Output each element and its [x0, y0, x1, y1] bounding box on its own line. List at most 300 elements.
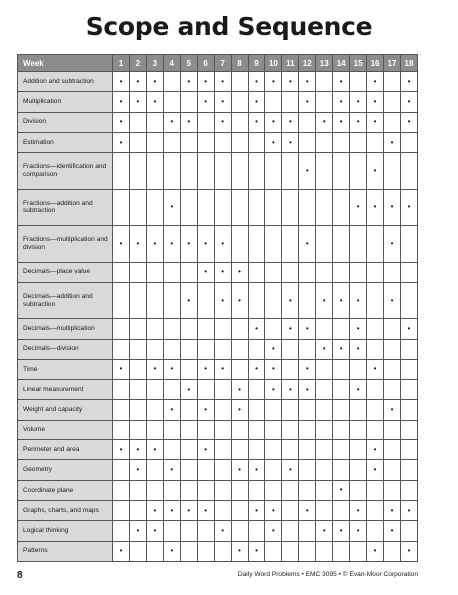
empty-cell — [367, 480, 384, 500]
empty-cell — [299, 189, 316, 225]
empty-cell — [248, 440, 265, 460]
bullet-mark: • — [384, 400, 401, 420]
bullet-mark: • — [333, 92, 350, 112]
bullet-mark: • — [180, 226, 197, 262]
empty-cell — [299, 480, 316, 500]
table-row — [18, 480, 418, 500]
topic-label: Fractions—identification and comparison — [18, 153, 113, 189]
empty-cell — [197, 339, 214, 359]
empty-cell — [113, 339, 130, 359]
bullet-mark: • — [180, 500, 197, 520]
bullet-mark: • — [350, 282, 367, 318]
week-number: 13 — [316, 55, 333, 72]
empty-cell — [400, 282, 417, 318]
empty-cell — [282, 226, 299, 262]
bullet-mark: • — [299, 72, 316, 92]
bullet-mark: • — [333, 72, 350, 92]
table-row — [18, 521, 418, 541]
empty-cell — [333, 500, 350, 520]
empty-cell — [350, 460, 367, 480]
topic-label: Decimals—place value — [18, 262, 113, 282]
table-row — [18, 460, 418, 480]
empty-cell — [146, 189, 163, 225]
empty-cell — [400, 460, 417, 480]
empty-cell — [265, 480, 282, 500]
bullet-mark: • — [146, 440, 163, 460]
bullet-mark: • — [350, 339, 367, 359]
bullet-mark: • — [231, 282, 248, 318]
bullet-mark: • — [350, 380, 367, 400]
bullet-mark: • — [367, 72, 384, 92]
empty-cell — [333, 460, 350, 480]
bullet-mark: • — [113, 226, 130, 262]
empty-cell — [163, 339, 180, 359]
empty-cell — [214, 400, 231, 420]
week-number: 4 — [163, 55, 180, 72]
bullet-mark: • — [146, 500, 163, 520]
week-number: 6 — [197, 55, 214, 72]
empty-cell — [333, 440, 350, 460]
empty-cell — [400, 521, 417, 541]
empty-cell — [113, 460, 130, 480]
empty-cell — [367, 521, 384, 541]
empty-cell — [282, 359, 299, 379]
empty-cell — [214, 380, 231, 400]
table-row — [18, 380, 418, 400]
bullet-mark: • — [113, 541, 130, 561]
bullet-mark: • — [333, 521, 350, 541]
empty-cell — [367, 400, 384, 420]
empty-cell — [299, 541, 316, 561]
empty-cell — [248, 153, 265, 189]
empty-cell — [146, 400, 163, 420]
bullet-mark: • — [163, 189, 180, 225]
empty-cell — [400, 226, 417, 262]
header-row — [18, 55, 418, 72]
topic-label: Linear measurement — [18, 380, 113, 400]
table-row — [18, 72, 418, 92]
empty-cell — [231, 359, 248, 379]
empty-cell — [265, 262, 282, 282]
empty-cell — [113, 380, 130, 400]
bullet-mark: • — [282, 460, 299, 480]
bullet-mark: • — [163, 541, 180, 561]
empty-cell — [129, 480, 146, 500]
empty-cell — [367, 339, 384, 359]
bullet-mark: • — [350, 112, 367, 132]
table-row — [18, 112, 418, 132]
topic-label: Decimals—multiplication — [18, 319, 113, 339]
empty-cell — [316, 480, 333, 500]
empty-cell — [367, 380, 384, 400]
bullet-mark: • — [248, 359, 265, 379]
empty-cell — [146, 112, 163, 132]
empty-cell — [129, 380, 146, 400]
empty-cell — [282, 440, 299, 460]
bullet-mark: • — [248, 319, 265, 339]
bullet-mark: • — [163, 112, 180, 132]
topic-label: Graphs, charts, and maps — [18, 500, 113, 520]
empty-cell — [282, 500, 299, 520]
bullet-mark: • — [248, 460, 265, 480]
empty-cell — [129, 500, 146, 520]
bullet-mark: • — [350, 92, 367, 112]
bullet-mark: • — [367, 92, 384, 112]
empty-cell — [129, 262, 146, 282]
bullet-mark: • — [265, 521, 282, 541]
empty-cell — [316, 440, 333, 460]
empty-cell — [367, 319, 384, 339]
empty-cell — [146, 339, 163, 359]
bullet-mark: • — [129, 226, 146, 262]
table-body — [18, 72, 418, 562]
empty-cell — [163, 319, 180, 339]
bullet-mark: • — [367, 112, 384, 132]
empty-cell — [282, 189, 299, 225]
empty-cell — [146, 460, 163, 480]
empty-cell — [400, 262, 417, 282]
bullet-mark: • — [282, 132, 299, 152]
empty-cell — [400, 339, 417, 359]
bullet-mark: • — [214, 262, 231, 282]
bullet-mark: • — [265, 380, 282, 400]
empty-cell — [180, 541, 197, 561]
empty-cell — [197, 189, 214, 225]
empty-cell — [129, 153, 146, 189]
topic-label: Volume — [18, 420, 113, 439]
empty-cell — [316, 420, 333, 439]
bullet-mark: • — [197, 72, 214, 92]
bullet-mark: • — [231, 262, 248, 282]
empty-cell — [180, 420, 197, 439]
empty-cell — [113, 480, 130, 500]
empty-cell — [384, 440, 401, 460]
empty-cell — [248, 420, 265, 439]
bullet-mark: • — [400, 92, 417, 112]
bullet-mark: • — [129, 440, 146, 460]
bullet-mark: • — [400, 189, 417, 225]
empty-cell — [180, 400, 197, 420]
bullet-mark: • — [248, 72, 265, 92]
bullet-mark: • — [113, 359, 130, 379]
empty-cell — [384, 153, 401, 189]
empty-cell — [129, 400, 146, 420]
empty-cell — [265, 92, 282, 112]
empty-cell — [129, 112, 146, 132]
empty-cell — [299, 132, 316, 152]
empty-cell — [180, 480, 197, 500]
empty-cell — [113, 319, 130, 339]
empty-cell — [163, 380, 180, 400]
empty-cell — [231, 189, 248, 225]
empty-cell — [248, 282, 265, 318]
empty-cell — [299, 400, 316, 420]
table-row — [18, 440, 418, 460]
empty-cell — [265, 153, 282, 189]
bullet-mark: • — [231, 380, 248, 400]
week-number: 16 — [367, 55, 384, 72]
empty-cell — [146, 132, 163, 152]
empty-cell — [265, 420, 282, 439]
empty-cell — [265, 226, 282, 262]
bullet-mark: • — [299, 92, 316, 112]
bullet-mark: • — [146, 226, 163, 262]
empty-cell — [180, 153, 197, 189]
bullet-mark: • — [113, 132, 130, 152]
empty-cell — [129, 282, 146, 318]
bullet-mark: • — [248, 500, 265, 520]
empty-cell — [384, 112, 401, 132]
empty-cell — [113, 420, 130, 439]
empty-cell — [214, 541, 231, 561]
bullet-mark: • — [299, 319, 316, 339]
bullet-mark: • — [265, 132, 282, 152]
empty-cell — [129, 420, 146, 439]
bullet-mark: • — [248, 541, 265, 561]
empty-cell — [350, 72, 367, 92]
empty-cell — [197, 112, 214, 132]
bullet-mark: • — [384, 500, 401, 520]
empty-cell — [163, 262, 180, 282]
empty-cell — [384, 480, 401, 500]
bullet-mark: • — [333, 112, 350, 132]
bullet-mark: • — [316, 521, 333, 541]
bullet-mark: • — [113, 112, 130, 132]
bullet-mark: • — [265, 359, 282, 379]
empty-cell — [163, 92, 180, 112]
bullet-mark: • — [350, 521, 367, 541]
empty-cell — [214, 132, 231, 152]
page-number: 8 — [17, 570, 23, 581]
topic-label: Coordinate plane — [18, 480, 113, 500]
empty-cell — [163, 521, 180, 541]
empty-cell — [197, 541, 214, 561]
empty-cell — [350, 262, 367, 282]
bullet-mark: • — [180, 282, 197, 318]
empty-cell — [248, 380, 265, 400]
topic-label: Fractions—addition and subtraction — [18, 189, 113, 225]
week-number: 2 — [129, 55, 146, 72]
empty-cell — [248, 521, 265, 541]
empty-cell — [367, 226, 384, 262]
bullet-mark: • — [248, 112, 265, 132]
bullet-mark: • — [333, 480, 350, 500]
empty-cell — [282, 153, 299, 189]
empty-cell — [333, 226, 350, 262]
empty-cell — [316, 319, 333, 339]
empty-cell — [316, 153, 333, 189]
empty-cell — [265, 440, 282, 460]
empty-cell — [197, 319, 214, 339]
empty-cell — [316, 359, 333, 379]
empty-cell — [333, 420, 350, 439]
empty-cell — [197, 380, 214, 400]
week-number: 3 — [146, 55, 163, 72]
empty-cell — [400, 440, 417, 460]
table-row — [18, 226, 418, 262]
empty-cell — [163, 153, 180, 189]
empty-cell — [248, 226, 265, 262]
bullet-mark: • — [214, 112, 231, 132]
page-title: Scope and Sequence — [85, 12, 373, 41]
bullet-mark: • — [129, 72, 146, 92]
empty-cell — [265, 189, 282, 225]
empty-cell — [299, 262, 316, 282]
empty-cell — [367, 282, 384, 318]
empty-cell — [316, 460, 333, 480]
bullet-mark: • — [214, 282, 231, 318]
empty-cell — [146, 480, 163, 500]
empty-cell — [231, 319, 248, 339]
bullet-mark: • — [113, 72, 130, 92]
table-row — [18, 282, 418, 318]
bullet-mark: • — [214, 521, 231, 541]
bullet-mark: • — [146, 92, 163, 112]
empty-cell — [400, 153, 417, 189]
empty-cell — [384, 72, 401, 92]
bullet-mark: • — [384, 189, 401, 225]
empty-cell — [129, 319, 146, 339]
empty-cell — [384, 92, 401, 112]
bullet-mark: • — [231, 460, 248, 480]
empty-cell — [180, 460, 197, 480]
topic-label: Multiplication — [18, 92, 113, 112]
table-row — [18, 262, 418, 282]
week-number: 9 — [248, 55, 265, 72]
empty-cell — [333, 380, 350, 400]
empty-cell — [350, 153, 367, 189]
empty-cell — [146, 319, 163, 339]
topic-label: Perimeter and area — [18, 440, 113, 460]
empty-cell — [146, 262, 163, 282]
bullet-mark: • — [400, 319, 417, 339]
empty-cell — [282, 400, 299, 420]
table-row — [18, 541, 418, 561]
table-row — [18, 153, 418, 189]
empty-cell — [197, 480, 214, 500]
bullet-mark: • — [265, 500, 282, 520]
empty-cell — [333, 262, 350, 282]
empty-cell — [282, 262, 299, 282]
bullet-mark: • — [282, 319, 299, 339]
empty-cell — [367, 262, 384, 282]
empty-cell — [129, 541, 146, 561]
empty-cell — [163, 440, 180, 460]
empty-cell — [299, 112, 316, 132]
week-number: 10 — [265, 55, 282, 72]
topic-label: Patterns — [18, 541, 113, 561]
empty-cell — [248, 339, 265, 359]
empty-cell — [163, 282, 180, 318]
topic-label: Decimals—addition and subtraction — [18, 282, 113, 318]
bullet-mark: • — [248, 92, 265, 112]
empty-cell — [299, 282, 316, 318]
empty-cell — [231, 420, 248, 439]
week-number: 18 — [400, 55, 417, 72]
bullet-mark: • — [163, 359, 180, 379]
bullet-mark: • — [400, 541, 417, 561]
bullet-mark: • — [384, 282, 401, 318]
bullet-mark: • — [231, 400, 248, 420]
empty-cell — [146, 153, 163, 189]
bullet-mark: • — [197, 92, 214, 112]
empty-cell — [384, 541, 401, 561]
empty-cell — [231, 521, 248, 541]
bullet-mark: • — [129, 92, 146, 112]
bullet-mark: • — [384, 226, 401, 262]
empty-cell — [163, 72, 180, 92]
empty-cell — [248, 400, 265, 420]
empty-cell — [333, 189, 350, 225]
bullet-mark: • — [146, 521, 163, 541]
empty-cell — [299, 420, 316, 439]
bullet-mark: • — [265, 112, 282, 132]
empty-cell — [384, 420, 401, 439]
bullet-mark: • — [299, 380, 316, 400]
empty-cell — [231, 480, 248, 500]
empty-cell — [197, 132, 214, 152]
empty-cell — [129, 132, 146, 152]
bullet-mark: • — [197, 440, 214, 460]
empty-cell — [299, 460, 316, 480]
empty-cell — [214, 339, 231, 359]
empty-cell — [333, 400, 350, 420]
empty-cell — [384, 262, 401, 282]
bullet-mark: • — [197, 226, 214, 262]
week-number: 17 — [384, 55, 401, 72]
empty-cell — [180, 189, 197, 225]
empty-cell — [367, 420, 384, 439]
empty-cell — [316, 92, 333, 112]
bullet-mark: • — [384, 132, 401, 152]
empty-cell — [214, 319, 231, 339]
topic-label: Time — [18, 359, 113, 379]
week-header: Week — [18, 55, 113, 72]
bullet-mark: • — [350, 189, 367, 225]
empty-cell — [146, 420, 163, 439]
bullet-mark: • — [400, 500, 417, 520]
empty-cell — [231, 226, 248, 262]
bullet-mark: • — [299, 153, 316, 189]
empty-cell — [316, 189, 333, 225]
empty-cell — [400, 380, 417, 400]
bullet-mark: • — [282, 380, 299, 400]
bullet-mark: • — [316, 112, 333, 132]
bullet-mark: • — [333, 282, 350, 318]
empty-cell — [214, 440, 231, 460]
empty-cell — [265, 319, 282, 339]
table-row — [18, 339, 418, 359]
empty-cell — [113, 400, 130, 420]
empty-cell — [384, 380, 401, 400]
topic-label: Geometry — [18, 460, 113, 480]
table-row — [18, 420, 418, 439]
empty-cell — [316, 380, 333, 400]
empty-cell — [400, 480, 417, 500]
empty-cell — [129, 339, 146, 359]
bullet-mark: • — [384, 521, 401, 541]
topic-label: Logical thinking — [18, 521, 113, 541]
topic-label: Addition and subtraction — [18, 72, 113, 92]
empty-cell — [113, 262, 130, 282]
bullet-mark: • — [180, 72, 197, 92]
bullet-mark: • — [163, 400, 180, 420]
empty-cell — [299, 521, 316, 541]
empty-cell — [163, 480, 180, 500]
bullet-mark: • — [214, 359, 231, 379]
empty-cell — [231, 440, 248, 460]
bullet-mark: • — [231, 541, 248, 561]
